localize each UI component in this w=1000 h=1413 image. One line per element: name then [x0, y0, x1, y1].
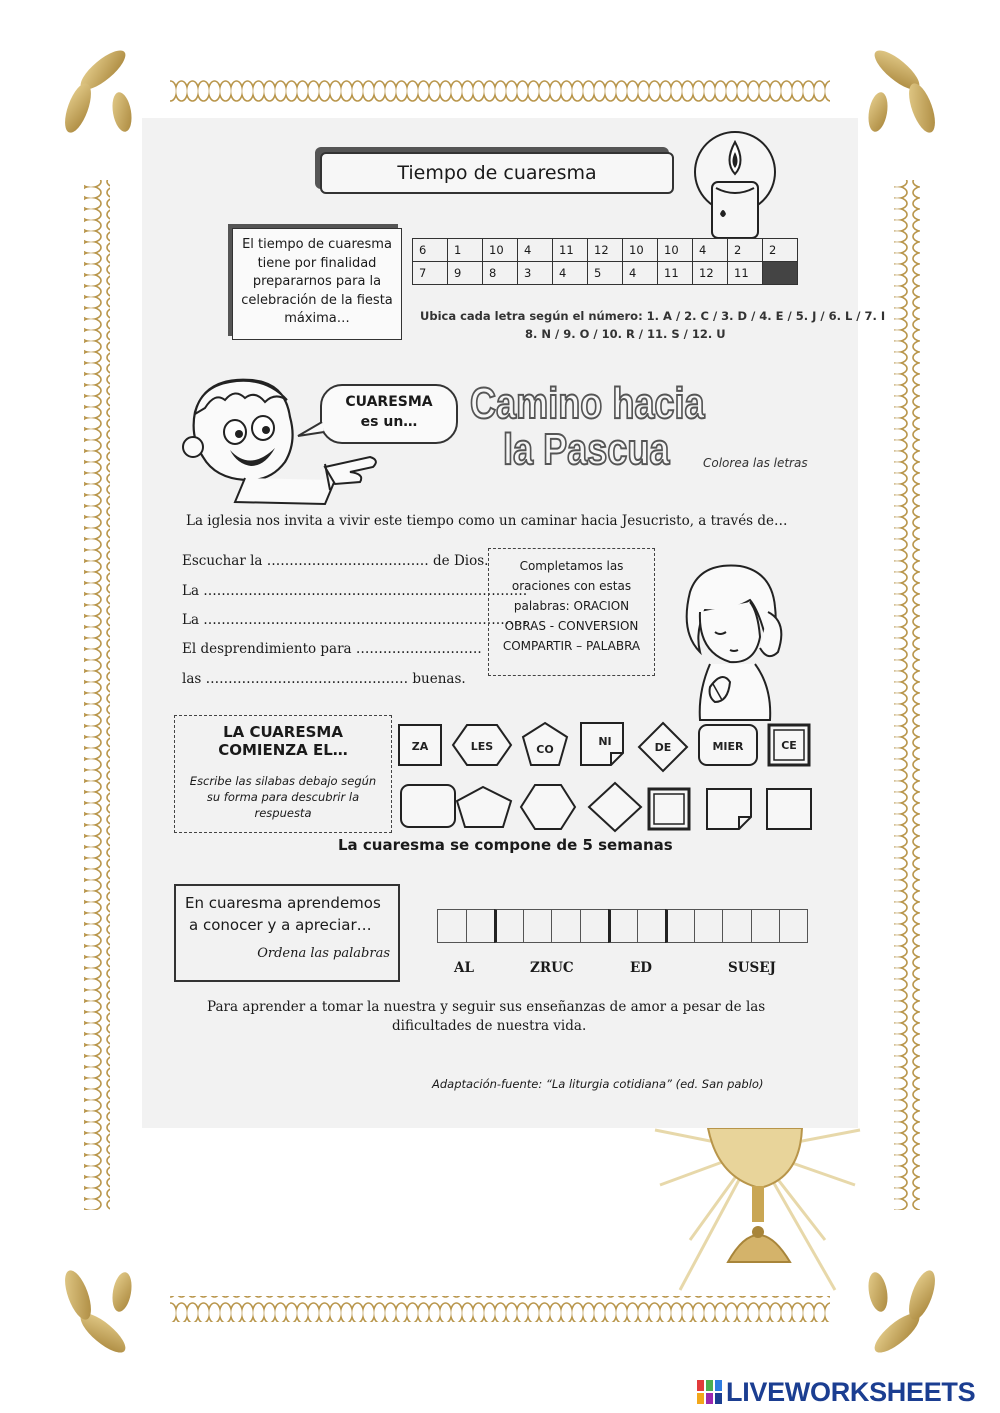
scrambled-word: ZRUC [530, 960, 574, 976]
code-row [413, 239, 798, 262]
syllable-text: NI [598, 735, 612, 748]
code-cell[interactable]: 10 [483, 239, 518, 262]
code-cell[interactable]: 4 [518, 239, 553, 262]
source-credit: Adaptación-fuente: “La liturgia cotidiana” (ed. San pablo) [432, 1077, 764, 1091]
letter-cell[interactable] [779, 909, 808, 943]
syllable-text: LES [470, 740, 494, 753]
code-cell[interactable]: 2 [763, 239, 798, 262]
intro-line: El tiempo de cuaresma [242, 237, 392, 252]
liveworksheets-brand[interactable]: LIVEWORKSHEETS [726, 1377, 976, 1407]
bubble-line-1: CUARESMA [345, 394, 433, 410]
answer-letter-grid [437, 909, 808, 943]
intro-line: tiene por finalidad [257, 255, 377, 271]
fill-line-5[interactable]: las ……………………………………… buenas. [182, 671, 466, 687]
intro-line: prepararnos para la [252, 274, 382, 289]
word-bank-box [488, 548, 655, 676]
code-cell[interactable]: 12 [588, 239, 623, 262]
code-cell[interactable]: 5 [588, 262, 623, 285]
bubble-tail [296, 420, 326, 440]
worksheet-title [320, 152, 674, 194]
letter-cell[interactable] [608, 909, 637, 943]
intro-line: máxima… [284, 311, 350, 326]
code-cell[interactable]: 11 [553, 239, 588, 262]
word-bank-line: Completamos las [519, 559, 624, 573]
letter-cell[interactable] [466, 909, 495, 943]
lent-box-instr-3: respuesta [254, 806, 312, 820]
syllable-text: CE [781, 739, 797, 752]
lent-start-box [174, 715, 392, 833]
code-cell[interactable]: 11 [728, 262, 763, 285]
word-bank-line: COMPARTIR – PALABRA [502, 639, 641, 653]
fill-line-4[interactable]: El desprendimiento para ………………………. [182, 641, 482, 657]
word-bank-line: oraciones con estas [511, 579, 632, 593]
fill-line-2[interactable]: La ……………………………………………………………… [182, 583, 528, 599]
scrambled-word: ED [630, 960, 652, 976]
code-hint-line-1: Ubica cada letra según el número: 1. A / 2. C / 3. D / 4. E / 5. J / 6. L / 7. I [420, 309, 886, 323]
learn-line-1: En cuaresma aprendemos [185, 894, 381, 912]
code-cell[interactable]: 4 [553, 262, 588, 285]
code-cell[interactable]: 11 [658, 262, 693, 285]
letter-cell[interactable] [580, 909, 609, 943]
code-cell[interactable]: 9 [448, 262, 483, 285]
code-cell[interactable]: 1 [448, 239, 483, 262]
letter-cell[interactable] [494, 909, 523, 943]
intro-box [232, 228, 402, 340]
code-cell[interactable]: 7 [413, 262, 448, 285]
bubble-line-2: es un… [360, 414, 418, 430]
code-cell[interactable]: 8 [483, 262, 518, 285]
code-cell[interactable]: 10 [658, 239, 693, 262]
big-title-line-2[interactable]: la Pascua [503, 425, 670, 474]
liveworksheets-logo-icon [697, 1380, 723, 1404]
lent-box-instr-2: su forma para descubrir la [206, 790, 360, 804]
letter-cell[interactable] [523, 909, 552, 943]
color-hint: Colorea las letras [703, 456, 808, 470]
worksheet-title-text: Tiempo de cuaresma [397, 162, 597, 184]
letter-cell[interactable] [722, 909, 751, 943]
letter-cell[interactable] [637, 909, 666, 943]
code-cell[interactable]: 12 [693, 262, 728, 285]
syllable-text: ZA [411, 740, 429, 753]
scrambled-word: SUSEJ [728, 960, 776, 976]
praying-girl-illustration [660, 552, 790, 724]
letter-cell[interactable] [694, 909, 723, 943]
letter-code-table [412, 238, 798, 285]
speech-bubble [320, 384, 458, 444]
code-cell[interactable]: 3 [518, 262, 553, 285]
code-cell[interactable]: 10 [623, 239, 658, 262]
invite-sentence: La iglesia nos invita a vivir este tiempo como un caminar hacia Jesucristo, a través de… [186, 513, 788, 529]
intro-line: celebración de la fiesta [241, 292, 393, 308]
word-bank-line: palabras: ORACION [513, 599, 630, 613]
word-bank-line: OBRAS - CONVERSION [504, 619, 639, 633]
closing-line-1: Para aprender a tomar la nuestra y seguir sus enseñanzas de amor a pesar de las [207, 999, 766, 1015]
code-cell[interactable]: 6 [413, 239, 448, 262]
learn-instr: Ordena las palabras [257, 946, 390, 961]
letter-cell[interactable] [551, 909, 580, 943]
big-title-line-1[interactable]: Camino hacia [470, 379, 705, 428]
syllable-shapes [395, 717, 815, 835]
code-hint-line-2: 8. N / 9. O / 10. R / 11. S / 12. U [525, 327, 726, 341]
code-cell[interactable]: 4 [623, 262, 658, 285]
closing-line-2: dificultades de nuestra vida. [392, 1018, 587, 1034]
scrambled-word: AL [454, 960, 474, 976]
syllable-text: MIER [712, 740, 744, 753]
lent-box-title-2: COMIENZA EL… [218, 741, 348, 759]
code-row [413, 262, 798, 285]
syllable-text: DE [654, 741, 672, 754]
letter-cell[interactable] [437, 909, 466, 943]
weeks-sentence: La cuaresma se compone de 5 semanas [338, 836, 673, 854]
letter-cell[interactable] [665, 909, 694, 943]
lent-box-instr-1: Escribe las silabas debajo según [189, 774, 377, 788]
letter-cell[interactable] [751, 909, 780, 943]
learn-line-2: a conocer y a apreciar… [189, 916, 372, 934]
syllable-text: CO [536, 743, 554, 756]
code-cell[interactable]: 2 [728, 239, 763, 262]
code-cell[interactable]: 4 [693, 239, 728, 262]
code-cell-filled [763, 262, 798, 285]
chalice-icon [655, 1128, 860, 1290]
learn-box [174, 884, 400, 982]
candle-icon [690, 128, 780, 240]
fill-line-3[interactable]: La ……………………………………………………………… [182, 612, 528, 628]
lent-box-title-1: LA CUARESMA [223, 723, 343, 741]
fill-line-1[interactable]: Escuchar la ……………………………… de Dios. [182, 553, 489, 569]
